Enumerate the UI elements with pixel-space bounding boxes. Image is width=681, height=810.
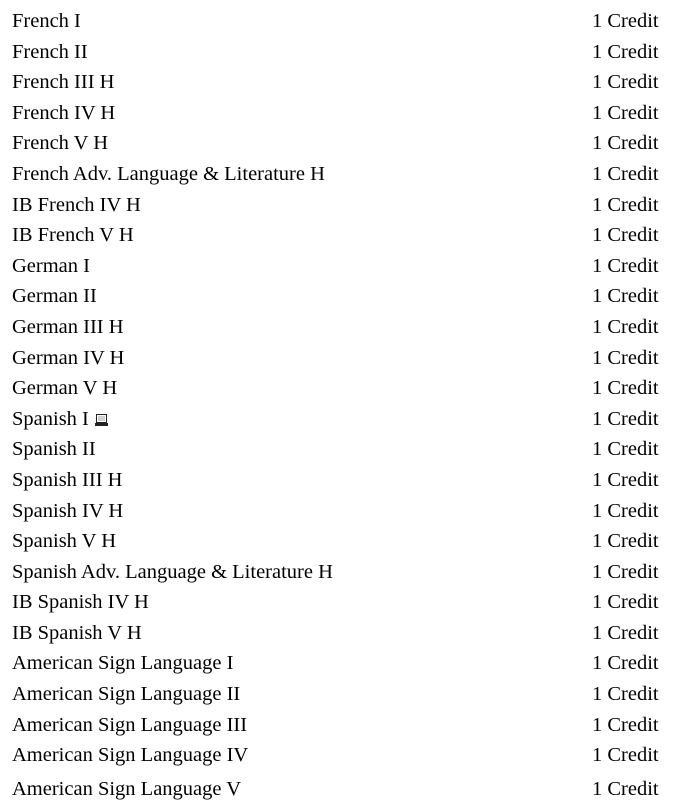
course-row: [12, 281, 677, 312]
course-credit: 1 Credit: [592, 101, 659, 124]
course-name: Spanish V H: [12, 530, 117, 553]
course-row: [12, 740, 677, 771]
course-name: American Sign Language II: [12, 683, 241, 706]
course-name: American Sign Language V: [12, 777, 242, 800]
course-row: [12, 220, 677, 251]
course-name: French V H: [12, 132, 109, 155]
course-row: [12, 710, 677, 741]
course-credit: 1 Credit: [592, 285, 659, 308]
course-row: [12, 526, 677, 557]
course-credit: 1 Credit: [592, 71, 659, 94]
course-row: [12, 618, 677, 649]
course-name: IB French V H: [12, 224, 134, 247]
course-row: [12, 587, 677, 618]
course-credit: 1 Credit: [592, 193, 659, 216]
course-name-with-icon: [12, 404, 108, 435]
course-row: [12, 679, 677, 710]
course-credit: 1 Credit: [592, 377, 659, 400]
course-name: Spanish II: [12, 438, 96, 461]
course-credit: 1 Credit: [592, 468, 659, 491]
computer-icon: [95, 414, 108, 426]
course-row: [12, 404, 677, 435]
course-name: German III H: [12, 315, 124, 338]
course-credit: 1 Credit: [592, 40, 659, 63]
course-name: French I: [12, 10, 81, 32]
course-name: French Adv. Language & Literature H: [12, 162, 325, 185]
course-credit: 1 Credit: [592, 652, 659, 675]
course-credit: 1 Credit: [592, 315, 659, 338]
course-row: [12, 190, 677, 221]
course-name: IB French IV H: [12, 193, 141, 216]
course-credit: 1 Credit: [592, 132, 659, 155]
course-name: American Sign Language I: [12, 652, 234, 675]
course-credit: 1 Credit: [592, 254, 659, 277]
course-name-text: Spanish I: [12, 407, 89, 430]
course-credit: 1 Credit: [592, 713, 659, 736]
course-row: [12, 6, 677, 37]
course-row: [12, 774, 677, 805]
course-row: [12, 373, 677, 404]
course-credit: 1 Credit: [592, 744, 659, 767]
course-row: [12, 251, 677, 282]
course-credit: 1 Credit: [592, 777, 659, 800]
course-name: Spanish IV H: [12, 499, 124, 522]
course-credit: 1 Credit: [592, 530, 659, 553]
course-credit: 1 Credit: [592, 560, 659, 583]
course-row: [12, 98, 677, 129]
course-name: French II: [12, 40, 88, 63]
course-name: IB Spanish V H: [12, 621, 142, 644]
course-credit: 1 Credit: [592, 346, 659, 369]
course-name: Spanish III H: [12, 468, 123, 491]
course-row: [12, 312, 677, 343]
course-name: French III H: [12, 71, 115, 94]
course-row: [12, 128, 677, 159]
course-name: IB Spanish IV H: [12, 591, 149, 614]
course-name: Spanish Adv. Language & Literature H: [12, 560, 333, 583]
course-row: [12, 496, 677, 527]
course-row: [12, 648, 677, 679]
course-row: [12, 434, 677, 465]
course-credit: 1 Credit: [592, 621, 659, 644]
course-credit: 1 Credit: [592, 10, 659, 32]
course-name: French IV H: [12, 101, 116, 124]
course-name: German I: [12, 254, 90, 277]
course-credit: 1 Credit: [592, 162, 659, 185]
course-credit: 1 Credit: [592, 591, 659, 614]
course-credit: 1 Credit: [592, 499, 659, 522]
course-credit: 1 Credit: [592, 683, 659, 706]
course-row: [12, 465, 677, 496]
course-row: [12, 67, 677, 98]
course-row: [12, 159, 677, 190]
course-credit: 1 Credit: [592, 224, 659, 247]
course-name: German V H: [12, 377, 118, 400]
course-row: [12, 343, 677, 374]
course-list: [12, 6, 677, 804]
course-name: American Sign Language III: [12, 713, 248, 736]
course-name: German IV H: [12, 346, 125, 369]
course-row: [12, 557, 677, 588]
course-row: [12, 37, 677, 68]
course-name: American Sign Language IV: [12, 744, 249, 767]
course-credit: 1 Credit: [592, 438, 659, 461]
course-credit: 1 Credit: [592, 407, 659, 430]
course-name: German II: [12, 285, 97, 308]
